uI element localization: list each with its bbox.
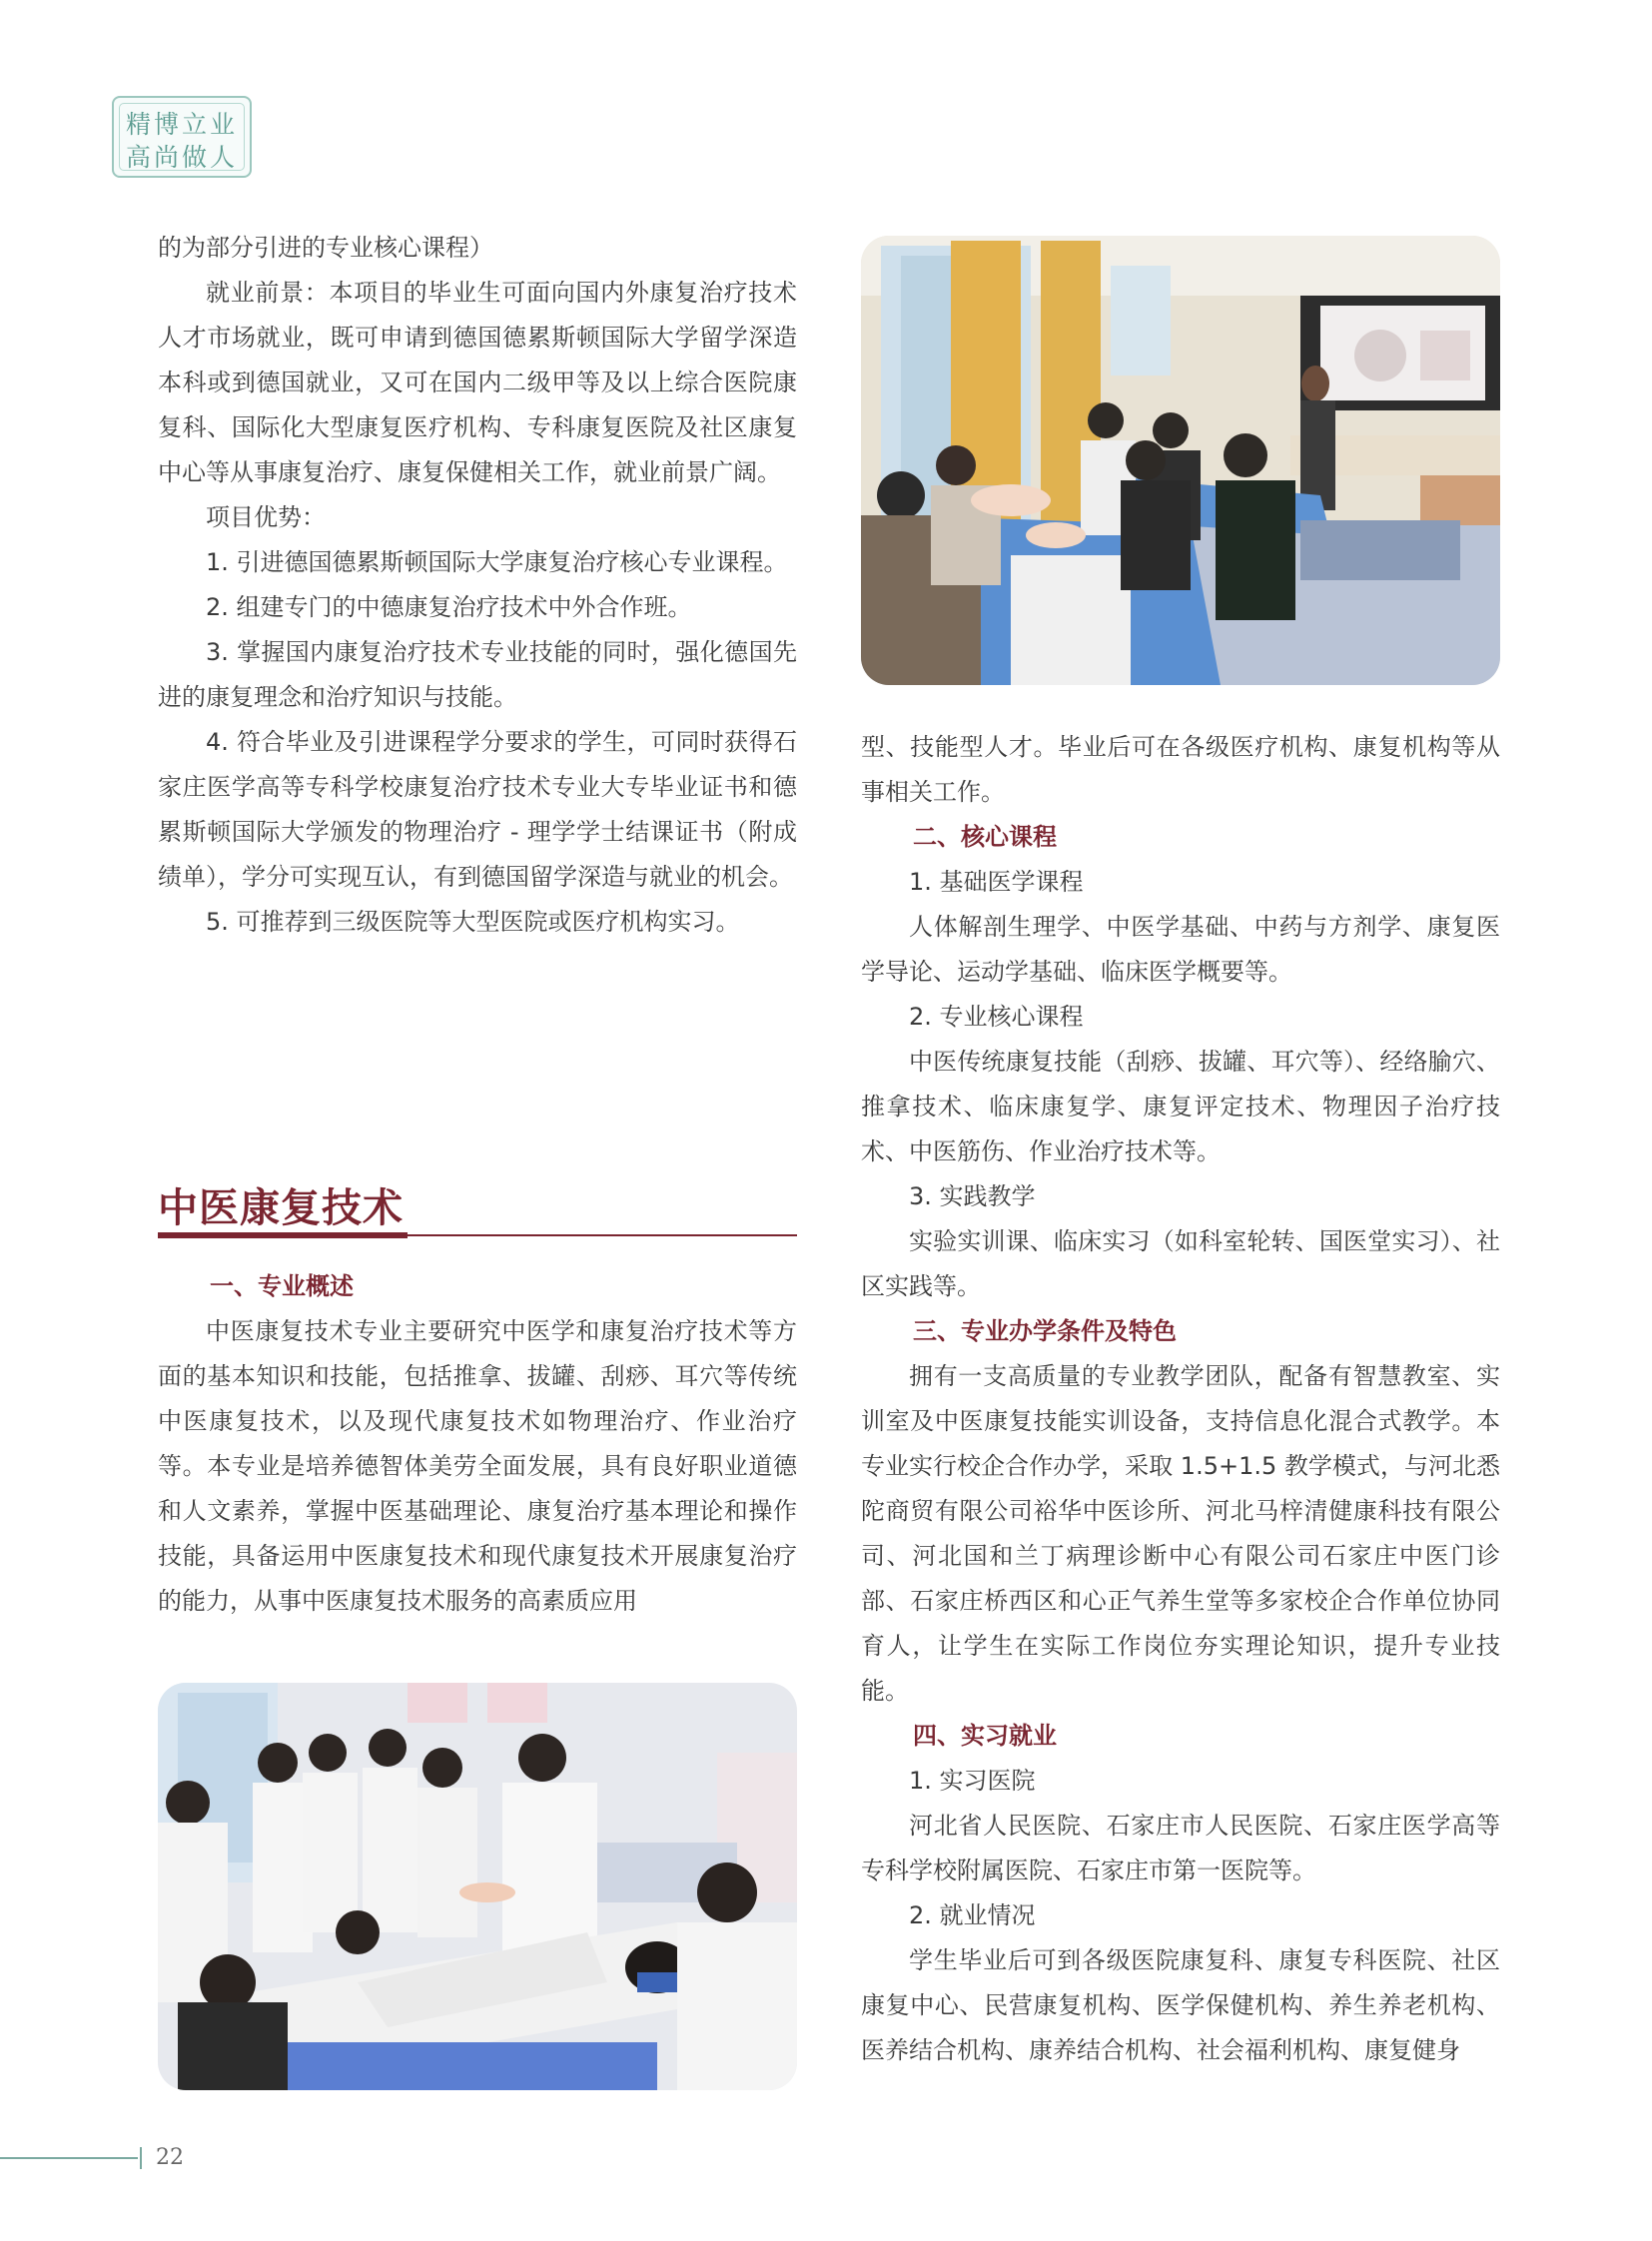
massage-training-photo: [158, 1683, 797, 2090]
paragraph: 中医传统康复技能（刮痧、拔罐、耳穴等）、经络腧穴、推拿技术、临床康复学、康复评定技术、物理因子治疗技术、中医筋伤、作业治疗技术等。: [861, 1048, 1500, 1165]
paragraph: 学生毕业后可到各级医院康复科、康复专科医院、社区康复中心、民营康复机构、医学保健机构、养生养老机构、医养结合机构、康养结合机构、社会福利机构、康复健身: [861, 1946, 1500, 2064]
classroom-photo: [861, 236, 1500, 685]
paragraph: 2. 专业核心课程: [909, 1003, 1084, 1031]
paragraph: 5. 可推荐到三级医院等大型医院或医疗机构实习。: [206, 908, 740, 936]
right-column-text: [861, 725, 1500, 2073]
left-column-text: [158, 226, 797, 945]
paragraph: 2. 组建专门的中德康复治疗技术中外合作班。: [206, 593, 692, 621]
paragraph: 项目优势：: [206, 503, 326, 531]
overview-heading: 一、专业概述: [210, 1272, 354, 1300]
section-title-rule: [408, 1234, 797, 1236]
paragraph: 2. 就业情况: [909, 1901, 1036, 1929]
section-title: 中医康复技术: [158, 1185, 404, 1231]
motto-line-1: 精博立业: [125, 110, 238, 139]
section-title-bar: [158, 1232, 408, 1238]
overview-block: [158, 1264, 797, 1624]
overview-paragraph: 中医康复技术专业主要研究中医学和康复治疗技术等方面的基本知识和技能，包括推拿、拔罐、刮痧、耳穴等传统中医康复技术，以及现代康复技术如物理治疗、作业治疗等。本专业是培养德智体美劳全面发展，具有良好职业道德和人文素养，掌握中医基础理论、康复治疗基本理论和操作技能，具备运用中医康复技术和现代康复技术开展康复治疗的能力，从事中医康复技术服务的高素质应用: [158, 1317, 797, 1615]
footer-rule: [0, 2157, 138, 2159]
motto-line-2: 高尚做人: [125, 143, 238, 172]
paragraph: 1. 引进德国德累斯顿国际大学康复治疗核心专业课程。: [206, 548, 788, 576]
paragraph: 1. 实习医院: [909, 1767, 1036, 1795]
page-number: 22: [156, 2145, 184, 2170]
paragraph: 型、技能型人才。毕业后可在各级医疗机构、康复机构等从事相关工作。: [861, 733, 1500, 806]
paragraph: 拥有一支高质量的专业教学团队，配备有智慧教室、实训室及中医康复技能实训设备，支持信息化混合式教学。本专业实行校企合作办学，采取 1.5+1.5 教学模式，与河北悉陀商贸有限公司裕华中医诊所、河北马梓清健康科技有限公司、河北国和兰丁病理诊断中心有限公司石家庄中医门诊部、石家庄桥西区和心正气养生堂等多家校企合作单位协同育人，让学生在实际工作岗位夯实理论知识，提升专业技能。: [861, 1362, 1500, 1705]
subsection-heading: 二、核心课程: [913, 823, 1057, 851]
footer-tick: [140, 2147, 142, 2169]
paragraph: 人体解剖生理学、中医学基础、中药与方剂学、康复医学导论、运动学基础、临床医学概要等。: [861, 913, 1500, 986]
school-motto-seal: [112, 96, 252, 178]
subsection-heading: 四、实习就业: [913, 1722, 1057, 1750]
paragraph: 实验实训课、临床实习（如科室轮转、国医堂实习）、社区实践等。: [861, 1227, 1500, 1300]
paragraph: 4. 符合毕业及引进课程学分要求的学生，可同时获得石家庄医学高等专科学校康复治疗技术专业大专毕业证书和德累斯顿国际大学颁发的物理治疗 - 理学学士结课证书（附成绩单），学分可实现互认，有到德国留学深造与就业的机会。: [158, 728, 797, 891]
subsection-heading: 三、专业办学条件及特色: [913, 1317, 1177, 1345]
paragraph: 河北省人民医院、石家庄市人民医院、石家庄医学高等专科学校附属医院、石家庄市第一医院等。: [861, 1812, 1500, 1884]
paragraph: 就业前景：本项目的毕业生可面向国内外康复治疗技术人才市场就业，既可申请到德国德累斯顿国际大学留学深造本科或到德国就业，又可在国内二级甲等及以上综合医院康复科、国际化大型康复医疗机构、专科康复医院及社区康复中心等从事康复治疗、康复保健相关工作，就业前景广阔。: [158, 279, 797, 486]
paragraph: 的为部分引进的专业核心课程）: [158, 234, 493, 262]
paragraph: 3. 掌握国内康复治疗技术专业技能的同时，强化德国先进的康复理念和治疗知识与技能。: [158, 638, 797, 711]
paragraph: 1. 基础医学课程: [909, 868, 1084, 896]
section-header: [158, 1168, 797, 1240]
paragraph: 3. 实践教学: [909, 1182, 1036, 1210]
